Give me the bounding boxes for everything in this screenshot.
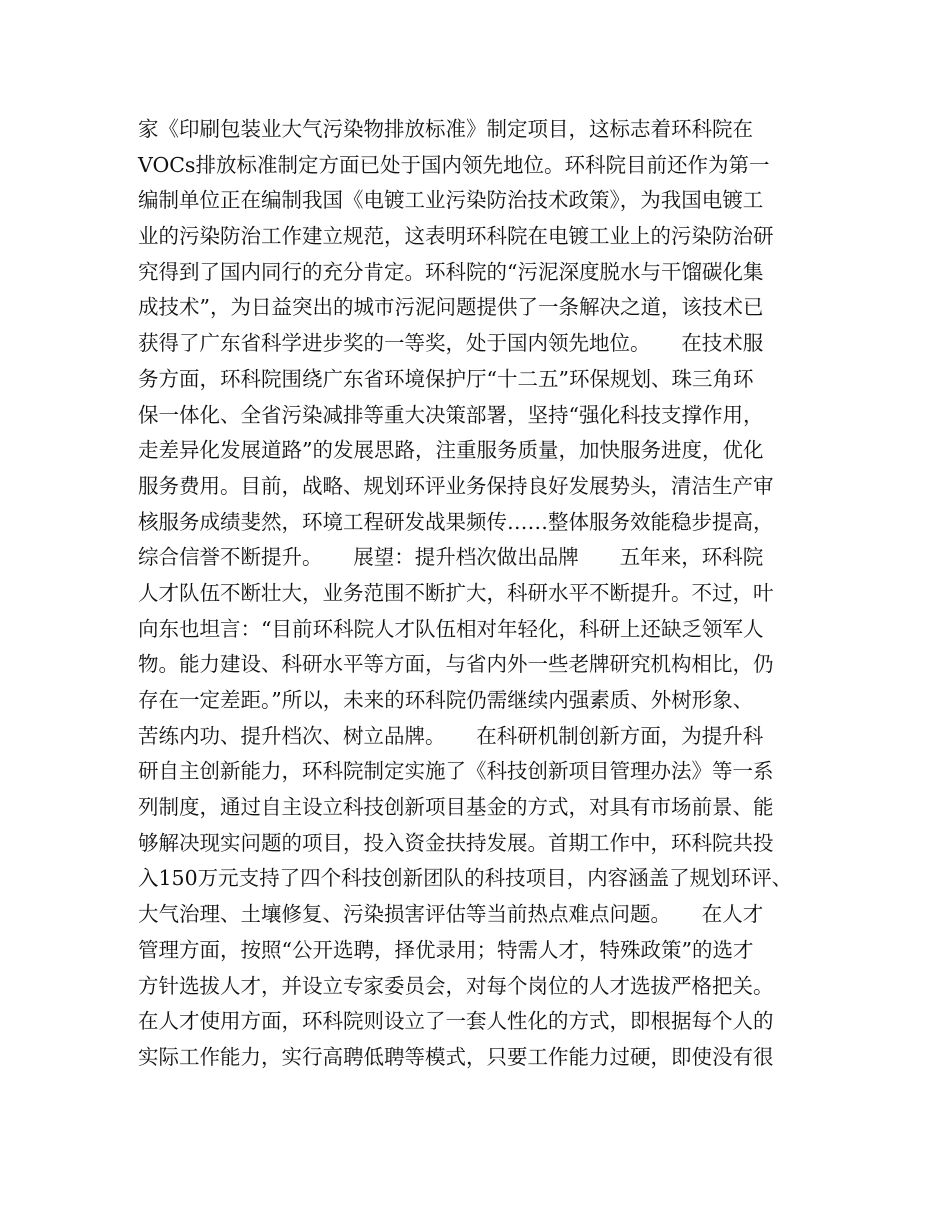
text-line: 业的污染防治工作建立规范，这表明环科院在电镀工业上的污染防治研 (138, 224, 774, 249)
text-line: 方针选拔人才，并设立专家委员会，对每个岗位的人才选拔严格把关。 (138, 973, 774, 998)
text-line: 大气治理、土壤修复、污染损害评估等当前热点难点问题。 在人才 (138, 902, 764, 927)
text-line: 编制单位正在编制我国《电镀工业污染防治技术政策》，为我国电镀工 (138, 188, 764, 213)
text-line: VOCs排放标准制定方面已处于国内领先地位。环科院目前还作为第一 (138, 152, 770, 177)
text-line: 获得了广东省科学进步奖的一等奖，处于国内领先地位。 在技术服 (138, 331, 764, 356)
text-line: 实际工作能力，实行高聘低聘等模式，只要工作能力过硬，即使没有很 (138, 1044, 774, 1069)
text-line: 服务费用。目前，战略、规划环评业务保持良好发展势头，清洁生产审 (138, 473, 774, 498)
text-line: 成技术”，为日益突出的城市污泥问题提供了一条解决之道，该技术已 (138, 295, 764, 320)
text-line: 研自主创新能力，环科院制定实施了《科技创新项目管理办法》等一系 (138, 759, 774, 784)
text-line: 家《印刷包装业大气污染物排放标准》制定项目，这标志着环科院在 (138, 117, 753, 141)
text-line: 向东也坦言：“目前环科院人才队伍相对年轻化，科研上还缺乏领军人 (138, 616, 764, 641)
text-line: 列制度，通过自主设立科技创新项目基金的方式，对具有市场前景、能 (138, 795, 774, 820)
text-line: 人才队伍不断壮大，业务范围不断扩大，科研水平不断提升。不过，叶 (138, 580, 774, 605)
text-line: 综合信誉不断提升。 展望：提升档次做出品牌 五年来，环科院 (138, 545, 764, 570)
text-line: 管理方面，按照“公开选聘，择优录用；特需人才，特殊政策”的选才 (138, 937, 754, 962)
text-line: 走差异化发展道路”的发展思路，注重服务质量，加快服务进度，优化 (138, 438, 764, 463)
text-line: 苦练内功、提升档次、树立品牌。 在科研机制创新方面，为提升科 (138, 723, 764, 748)
text-line: 务方面，环科院围绕广东省环境保护厅“十二五”环保规划、珠三角环 (138, 366, 754, 391)
text-line: 物。能力建设、科研水平等方面，与省内外一些老牌研究机构相比，仍 (138, 652, 774, 677)
text-line: 保一体化、全省污染减排等重大决策部署，坚持“强化科技支撑作用， (138, 402, 764, 427)
text-line: 够解决现实问题的项目，投入资金扶持发展。首期工作中，环科院共投 (138, 830, 774, 855)
text-line: 存在一定差距。”所以，未来的环科院仍需继续内强素质、外树形象、 (138, 688, 754, 712)
text-line: 核服务成绩斐然，环境工程研发战果频传……整体服务效能稳步提高， (138, 509, 774, 534)
body-text (138, 112, 828, 1076)
text-line: 究得到了国内同行的充分肯定。环科院的“污泥深度脱水与干馏碳化集 (138, 259, 764, 284)
text-line: 在人才使用方面，环科院则设立了一套人性化的方式，即根据每个人的 (138, 1009, 774, 1034)
text-line: 入150万元支持了四个科技创新团队的科技项目，内容涵盖了规划环评、 (138, 866, 793, 891)
